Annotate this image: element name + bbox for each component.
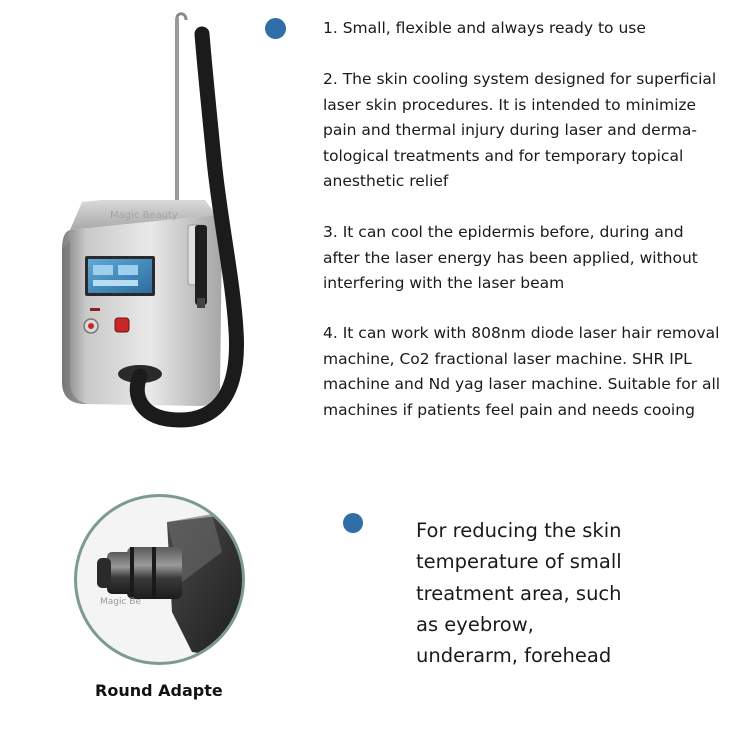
adapter-line: underarm, forehead [416,644,612,668]
adapter-line: treatment area, such [416,581,622,605]
adapter-description [416,515,736,671]
feature-item-4 [323,321,723,423]
feature-line: tological treatments and for temporary topical [323,146,684,165]
feature-item-1 [323,16,723,42]
feature-line: after the laser energy has been applied, without [323,248,698,267]
feature-item-2 [323,67,723,195]
feature-line: 2. The skin cooling system designed for superficial [323,70,717,88]
watermark-text: Magic Beauty [110,210,178,221]
bullet-dot [265,18,286,39]
feature-line: 3. It can cool the epidermis before, during and [323,223,684,241]
feature-line: interfering with the laser beam [323,274,565,293]
svg-text:Magic Be: Magic Be [100,597,142,607]
adapter-caption: Round Adapte [95,681,223,700]
bullet-dot [343,513,363,533]
feature-item-3 [323,220,723,297]
feature-line: 1. Small, flexible and always ready to use [323,19,646,37]
feature-line: machine and Nd yag laser machine. Suitable for all [323,375,721,394]
feature-line: machine, Co2 fractional laser machine. SHR IPL [323,349,692,368]
round-adapter-image [72,492,247,667]
feature-line: 4. It can work with 808nm diode laser hair removal [323,324,720,342]
adapter-line: as eyebrow, [416,612,534,636]
feature-line: pain and thermal injury during laser and derma- [323,121,697,140]
adapter-line: temperature of small [416,550,622,574]
feature-line: laser skin procedures. It is intended to minimize [323,95,697,114]
adapter-line: For reducing the skin [416,519,622,542]
device-image [40,10,280,455]
feature-line: machines if patients feel pain and needs cooing [323,400,695,419]
feature-line: anesthetic relief [323,172,449,191]
